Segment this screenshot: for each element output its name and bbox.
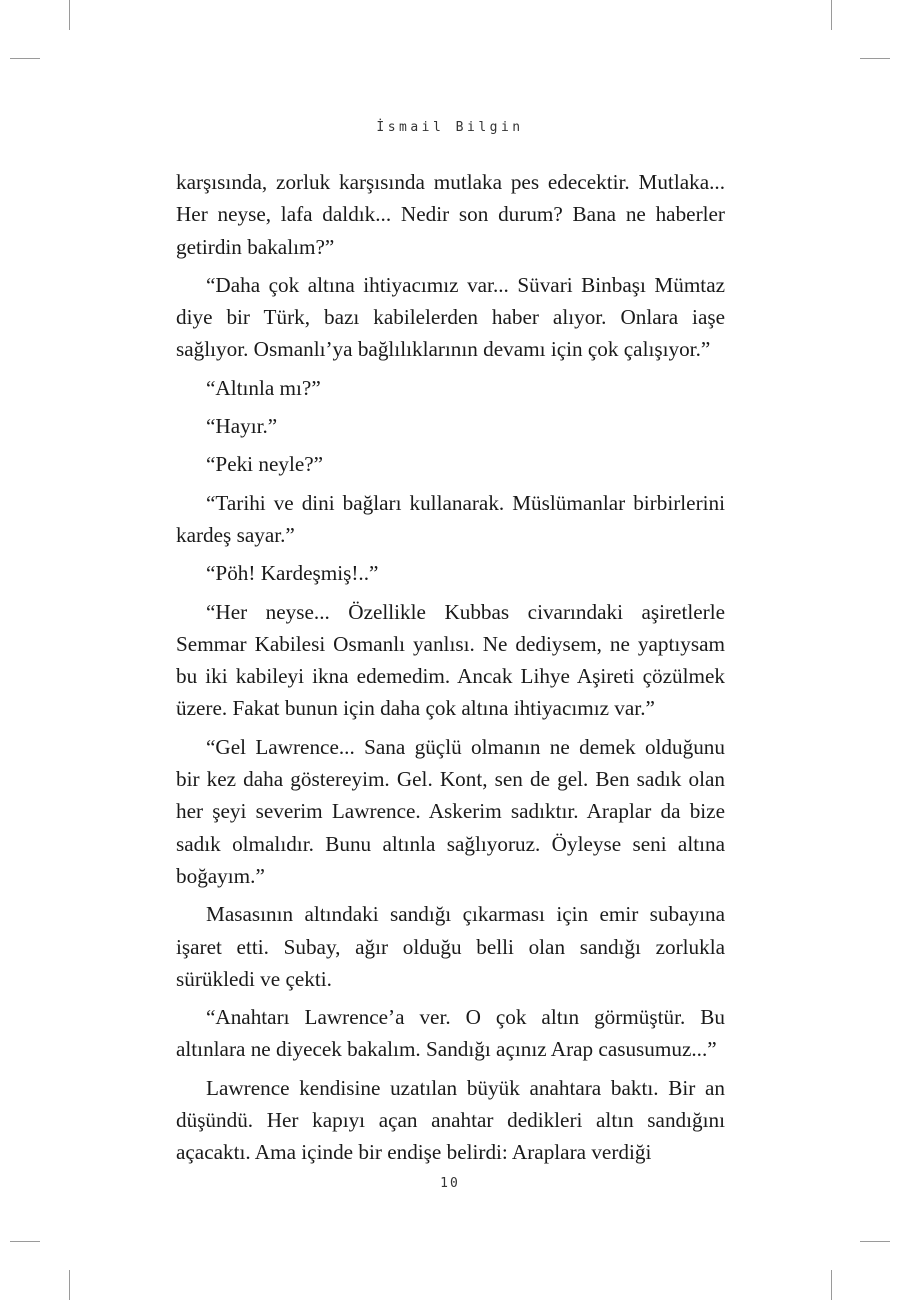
crop-mark-right-top [860, 58, 890, 59]
body-text [176, 166, 725, 1169]
paragraph: “Anahtarı Lawrence’a ver. O çok altın görmüştür. Bu altınlara ne diyecek bakalım. Sandığı açınız Arap casusumuz...” [176, 1005, 725, 1062]
paragraph: Lawrence kendisine uzatılan büyük anahtara baktı. Bir an düşündü. Her kapıyı açan anahtar dedikleri altın sandığını açacaktı. Ama içinde bir endişe belirdi: Araplara verdiği [176, 1075, 725, 1165]
paragraph: “Pöh! Kardeşmiş!..” [206, 561, 379, 586]
crop-mark-top-right [831, 0, 832, 30]
crop-mark-left-top [10, 58, 40, 59]
page-number: 10 [440, 1176, 460, 1191]
paragraph: Masasının altındaki sandığı çıkarması için emir subayına işaret etti. Subay, ağır olduğu belli olan sandığı zorlukla sürükledi ve çekti. [176, 902, 725, 991]
running-head: İsmail Bilgin [376, 120, 524, 135]
crop-mark-right-bottom [860, 1241, 890, 1242]
crop-mark-bottom-right [831, 1270, 832, 1300]
paragraph: “Daha çok altına ihtiyacımız var... Süvari Binbaşı Mümtaz diye bir Türk, bazı kabilelerden haber alıyor. Onlara iaşe sağlıyor. Osmanlı’ya bağlılıklarının devamı için çok çalışıyor.” [176, 272, 725, 362]
paragraph: “Hayır.” [206, 414, 278, 439]
paragraph: “Peki neyle?” [206, 452, 324, 477]
paragraph: “Gel Lawrence... Sana güçlü olmanın ne demek olduğunu bir kez daha göstereyim. Gel. Kont, sen de gel. Ben sadık olan her şeyi severim Lawrence. Askerim sadıktır. Araplar da bize sadık olmalıdır. Bunu altınla sağlıyoruz. Öyleyse seni altına boğayım.” [176, 734, 725, 888]
paragraph: “Altınla mı?” [206, 375, 321, 400]
crop-mark-bottom-left [69, 1270, 70, 1300]
crop-mark-left-bottom [10, 1241, 40, 1242]
crop-mark-top-left [69, 0, 70, 30]
paragraph: “Tarihi ve dini bağları kullanarak. Müslümanlar birbirlerini kardeş sayar.” [176, 490, 725, 547]
paragraph: “Her neyse... Özellikle Kubbas civarındaki aşiretlerle Semmar Kabilesi Osmanlı yanlısı. Ne dediysem, ne yaptıysam bu iki kabileyi ikna edemedim. Ancak Lihye Aşireti çözülmek üzere. Fakat bunun için daha çok altına ihtiyacımız var.” [176, 599, 725, 721]
paragraph: karşısında, zorluk karşısında mutlaka pes edecektir. Mutlaka... Her neyse, lafa daldık... Nedir son durum? Bana ne haberler getirdin bakalım?” [176, 170, 725, 259]
